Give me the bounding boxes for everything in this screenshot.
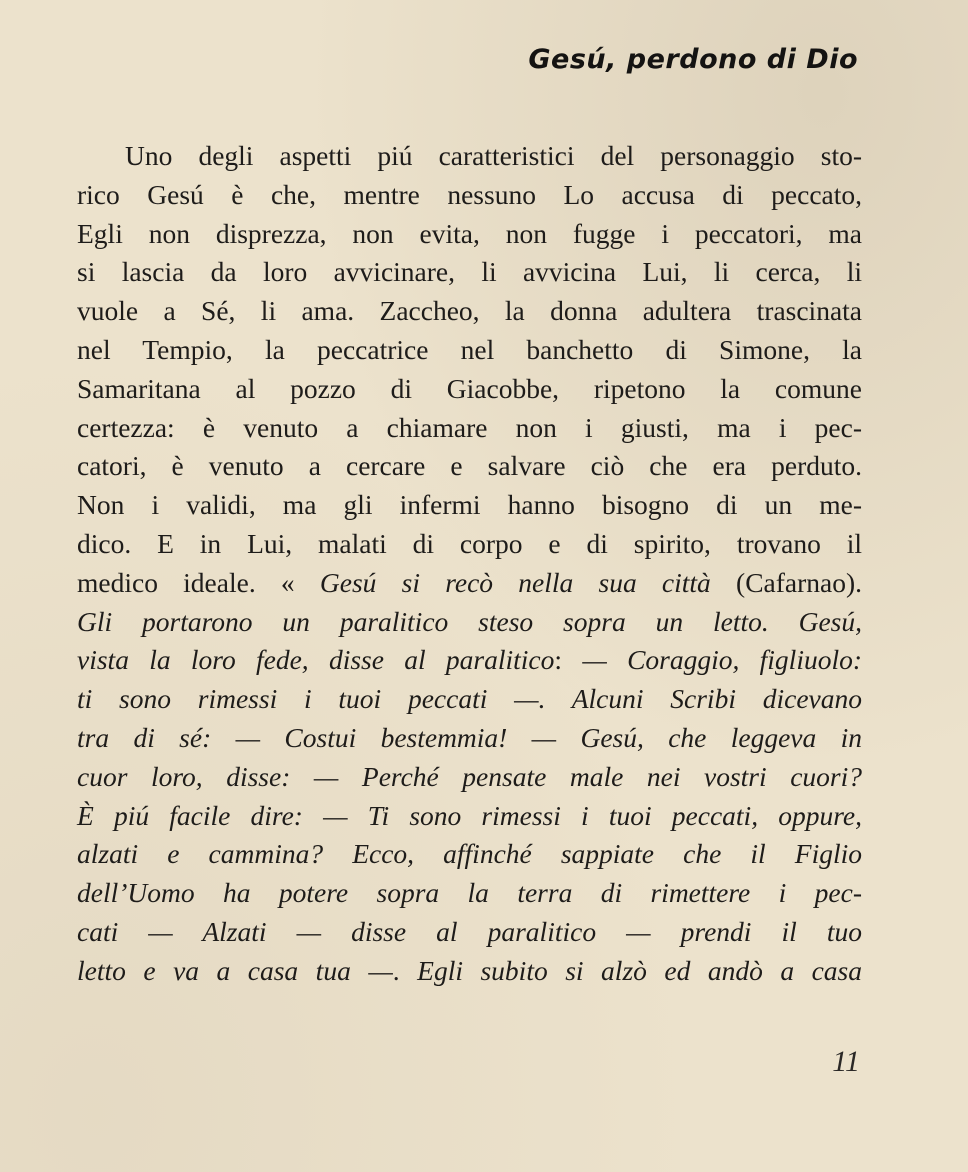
text-line [77, 447, 862, 486]
text-segment: : [554, 644, 583, 676]
text-segment: (Cafarnao). [710, 566, 863, 598]
text-line [77, 525, 862, 564]
text-line [77, 641, 862, 680]
text-line [77, 758, 862, 797]
text-segment: vuole a Sé, li ama. Zaccheo, la donna adultera trascinata [77, 295, 862, 327]
text-line [77, 913, 862, 952]
text-line [77, 835, 862, 874]
text-line [77, 215, 862, 254]
italic-text-segment: Gesú si recò nella sua città [319, 566, 711, 598]
text-segment: Egli non disprezza, non evita, non fugge i peccatori, ma [77, 217, 862, 249]
italic-text-segment: letto e va a casa tua — [77, 954, 393, 986]
italic-text-segment: tra di sé: — Costui bestemmia! — Gesú, che leggeva in [77, 721, 862, 753]
text-line [77, 292, 862, 331]
text-segment: rico Gesú è che, mentre nessuno Lo accusa di peccato, [77, 178, 862, 210]
text-line [77, 486, 862, 525]
text-segment: si lascia da loro avvicinare, li avvicina Lui, li cerca, li [77, 256, 862, 288]
text-line [77, 137, 862, 176]
text-segment: Uno degli aspetti piú caratteristici del personaggio sto- [125, 140, 862, 171]
text-line [77, 409, 862, 448]
italic-text-segment: dell’Uomo ha potere sopra la terra di rimettere i pec- [77, 877, 862, 909]
italic-text-segment: cati — Alzati — disse al paralitico — prendi il tuo [77, 915, 862, 947]
text-segment: dico. E in Lui, malati di corpo e di spirito, trovano il [77, 527, 862, 559]
running-head: Gesú, perdono di Dio [528, 44, 858, 75]
italic-text-segment: alzati e cammina? Ecco, affinché sappiate che il Figlio [77, 838, 862, 870]
text-segment: Non i validi, ma gli infermi hanno bisogno di un me- [77, 489, 862, 521]
text-segment: certezza: è venuto a chiamare non i giusti, ma i pec- [77, 411, 862, 443]
text-line [77, 253, 862, 292]
text-line [77, 680, 862, 719]
text-segment: medico ideale. « [77, 566, 320, 598]
text-line [77, 719, 862, 758]
text-line [77, 176, 862, 215]
italic-text-segment: vista la loro fede, disse al paralitico [77, 644, 555, 676]
text-line [77, 952, 862, 991]
text-line [77, 370, 862, 409]
page-number: 11 [832, 1045, 860, 1078]
text-segment: Samaritana al pozzo di Giacobbe, ripetono la comune [77, 372, 862, 404]
italic-text-segment: ti sono rimessi i tuoi peccati —. Alcuni Scribi dicevano [77, 683, 862, 715]
body-text [77, 137, 862, 991]
text-segment: nel Tempio, la peccatrice nel banchetto di Simone, la [77, 333, 862, 365]
text-segment: catori, è venuto a cercare e salvare ciò che era perduto. [77, 450, 862, 482]
text-line [77, 564, 862, 603]
italic-text-segment: È piú facile dire: — Ti sono rimessi i tuoi peccati, oppure, [77, 799, 862, 831]
text-line [77, 797, 862, 836]
text-segment: . [392, 954, 418, 986]
text-line [77, 603, 862, 642]
italic-text-segment: — Coraggio, figliuolo: [582, 644, 863, 676]
italic-text-segment: Egli subito si alzò ed andò a casa [417, 954, 862, 986]
text-line [77, 331, 862, 370]
italic-text-segment: cuor loro, disse: — Perché pensate male nei vostri cuori? [77, 760, 862, 792]
italic-text-segment: Gli portarono un paralitico steso sopra un letto. Gesú, [77, 605, 862, 637]
text-line [77, 874, 862, 913]
